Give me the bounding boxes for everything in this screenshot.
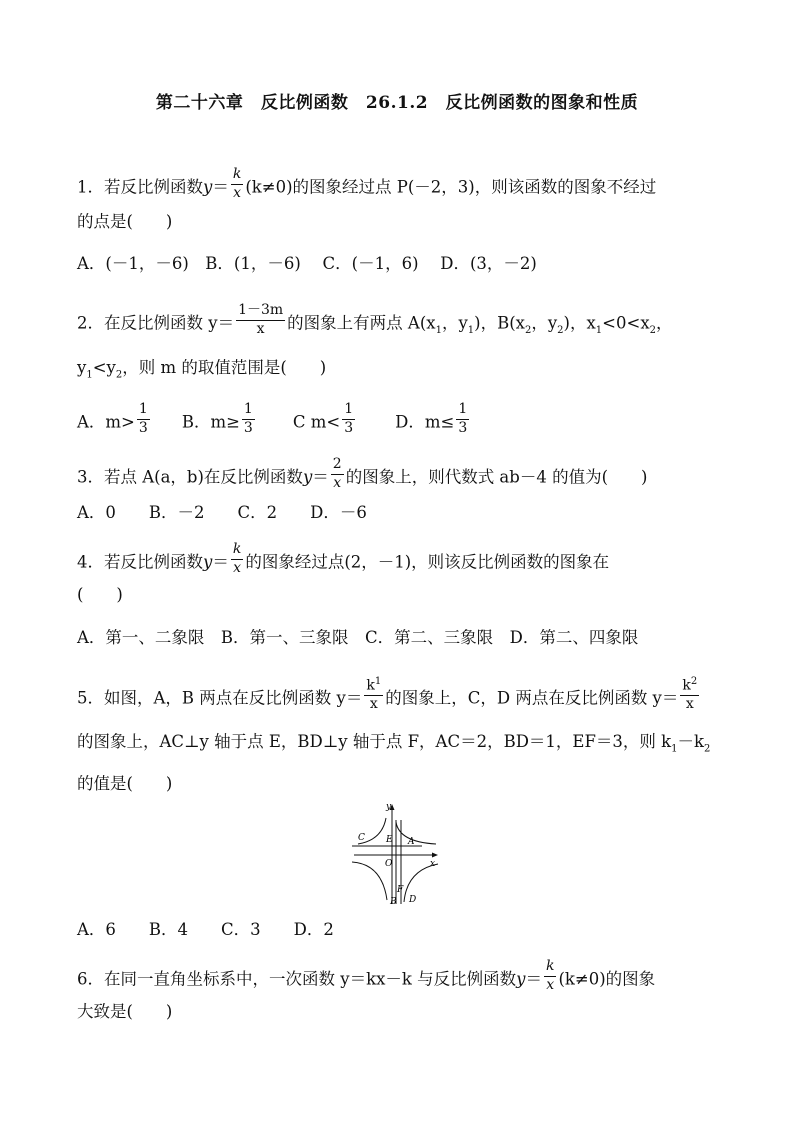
q5-sub-2: 2: [704, 743, 711, 755]
q3-fraction: [331, 456, 344, 492]
x-axis-arrow: [432, 853, 438, 858]
q5-text-b: 的图象上，C，D 两点在反比例函数 y＝: [385, 688, 679, 708]
q6-y: y: [516, 969, 526, 989]
q2-text-c: ，y: [441, 313, 468, 333]
q2-l2-lt: <y: [92, 358, 116, 377]
q4-text-a: 4．若反比例函数: [77, 552, 203, 572]
q5-k1: k: [366, 677, 375, 694]
q3-y: y: [302, 467, 313, 487]
q4-y: y: [203, 552, 213, 572]
q2-l2-sub1: 1: [86, 369, 93, 381]
q1-text-b: (k≠0)的图象经过点 P(－2，3)，则该函数的图象不经过: [245, 177, 657, 197]
q2-l2-text: ，则 m 的取值范围是( ): [122, 358, 327, 377]
label-o: O: [385, 859, 393, 869]
q6-eq: ＝: [525, 969, 542, 989]
q6-frac-num: k: [544, 958, 556, 977]
label-y: y: [386, 802, 392, 812]
q4-text-b: 的图象经过点(2，－1)，则该反比例函数的图象在: [245, 552, 610, 572]
q5-fraction-1: [364, 676, 383, 714]
q2-text-f: )，x: [563, 313, 596, 333]
q4-options: A．第一、二象限 B．第一、三象限 C．第二、三象限 D．第二、四象限: [77, 628, 639, 647]
q4-frac-den: x: [233, 559, 242, 576]
q2-sub-x2: 2: [524, 324, 532, 336]
q2-option-c: C m<: [292, 412, 341, 432]
q4-fraction: [231, 541, 243, 577]
label-c: C: [358, 833, 365, 843]
q2-option-c-frac: [342, 401, 355, 437]
frac-den: 3: [344, 419, 354, 436]
frac-num: 1: [137, 401, 150, 420]
frac-den: 3: [138, 419, 148, 436]
q3-text-b: 的图象上，则代数式 ab－4 的值为( ): [345, 467, 648, 487]
q5-text-minus: －k: [677, 732, 705, 751]
q2-sub-x1: 1: [435, 324, 442, 336]
q2-stem-line2: [77, 360, 326, 380]
q5-text-c: 的图象上，AC⊥y 轴于点 E，BD⊥y 轴于点 F，AC＝2，BD＝1，EF＝3，则 k: [77, 732, 672, 751]
q2-sub-y2: 2: [557, 324, 564, 336]
q2-frac-den: x: [256, 320, 265, 337]
q2-text-g: <0<x: [602, 313, 650, 333]
q1-y: y: [203, 177, 213, 197]
q2-fraction: [236, 302, 285, 338]
q2-text-a: 2．在反比例函数 y＝: [77, 313, 235, 333]
q2-text-h: ，: [656, 313, 673, 333]
label-e: E: [386, 835, 393, 845]
q2-option-d-frac: [456, 401, 469, 437]
q2-sub-x1b: 1: [595, 324, 603, 336]
q4-eq: ＝: [212, 552, 229, 572]
q3-text-a: 3．若点 A(a，b)在反比例函数: [77, 467, 303, 487]
q4-frac-num: k: [231, 541, 243, 560]
q2-option-b: B．m≥: [181, 412, 240, 432]
q2-option-a-frac: [137, 401, 150, 437]
q1-stem-line2: 的点是( ): [77, 212, 173, 231]
q1-frac-den: x: [233, 184, 242, 201]
q6-stem-line1: [77, 958, 656, 998]
q6-text-b: (k≠0)的图象: [558, 969, 656, 989]
q6-stem-line2: 大致是( ): [77, 1002, 173, 1021]
q1-text-a: 1．若反比例函数: [77, 177, 203, 197]
frac-den: 3: [458, 419, 468, 436]
q6-text-a: 6．在同一直角坐标系中，一次函数 y＝kx－k 与反比例函数: [77, 969, 517, 989]
frac-num: 1: [456, 401, 469, 420]
q2-sub-y1: 1: [467, 324, 475, 336]
q5-k1-sup: 1: [374, 676, 382, 687]
q5-options: A．6 B．4 C．3 D．2: [77, 920, 334, 939]
q3-stem: [77, 456, 648, 496]
q2-l2-sub2: 2: [115, 369, 123, 381]
q4-stem-line2: ( ): [77, 585, 123, 604]
q1-frac-num: k: [231, 166, 243, 185]
q2-options: [77, 401, 471, 441]
q1-eq: ＝: [212, 177, 229, 197]
curve-k1-lower: [352, 862, 387, 900]
q5-frac1-den: x: [369, 696, 378, 713]
page-title: 第二十六章 反比例函数 26.1.2 反比例函数的图象和性质: [155, 93, 639, 113]
q5-hyperbola-figure: [352, 800, 442, 908]
q2-text-e: ，y: [531, 313, 558, 333]
q1-options: A．(－1，－6) B．(1，－6) C．(－1，6) D．(3，－2): [77, 254, 537, 273]
q3-options: A．0 B．－2 C．2 D．－6: [77, 503, 367, 522]
q5-fraction-2: [680, 676, 699, 714]
curve-k1-upper: [396, 822, 436, 844]
q5-frac1-num: [364, 676, 383, 696]
q6-fraction: [544, 958, 556, 994]
label-b: B: [390, 897, 397, 907]
q5-frac2-num: [680, 676, 699, 696]
q2-sub-x2b: 2: [649, 324, 657, 336]
label-x: x: [430, 859, 436, 869]
label-a: A: [408, 837, 415, 847]
q6-frac-den: x: [546, 976, 555, 993]
q5-stem-line1: [77, 676, 701, 718]
q5-stem-line2: [77, 734, 710, 754]
q3-frac-den: x: [333, 474, 342, 491]
q2-option-a: A．m>: [77, 412, 135, 432]
q2-text-b: 的图象上有两点 A(x: [287, 313, 436, 333]
label-d: D: [409, 895, 417, 905]
q1-stem-line1: [77, 166, 657, 206]
q2-option-b-frac: [242, 401, 255, 437]
q2-l2-y: y: [77, 358, 87, 377]
q4-stem-line1: [77, 541, 610, 581]
q5-k2-sup: 2: [690, 676, 698, 687]
q2-stem-line1: [77, 302, 673, 342]
q1-fraction: [231, 166, 243, 202]
q3-eq: ＝: [312, 467, 329, 487]
frac-num: 1: [342, 401, 355, 420]
label-f: F: [397, 885, 404, 895]
q2-text-d: )，B(x: [474, 313, 525, 333]
q2-option-d: D．m≤: [395, 412, 455, 432]
q5-sub-1: 1: [671, 743, 678, 755]
q5-text-a: 5．如图，A，B 两点在反比例函数 y＝: [77, 688, 363, 708]
q5-stem-line3: 的值是( ): [77, 774, 173, 793]
q3-frac-num: 2: [331, 456, 344, 475]
q2-frac-num: 1－3m: [236, 302, 285, 321]
q5-frac2-den: x: [685, 696, 694, 713]
q5-k2: k: [682, 677, 691, 694]
frac-den: 3: [243, 419, 253, 436]
frac-num: 1: [242, 401, 255, 420]
